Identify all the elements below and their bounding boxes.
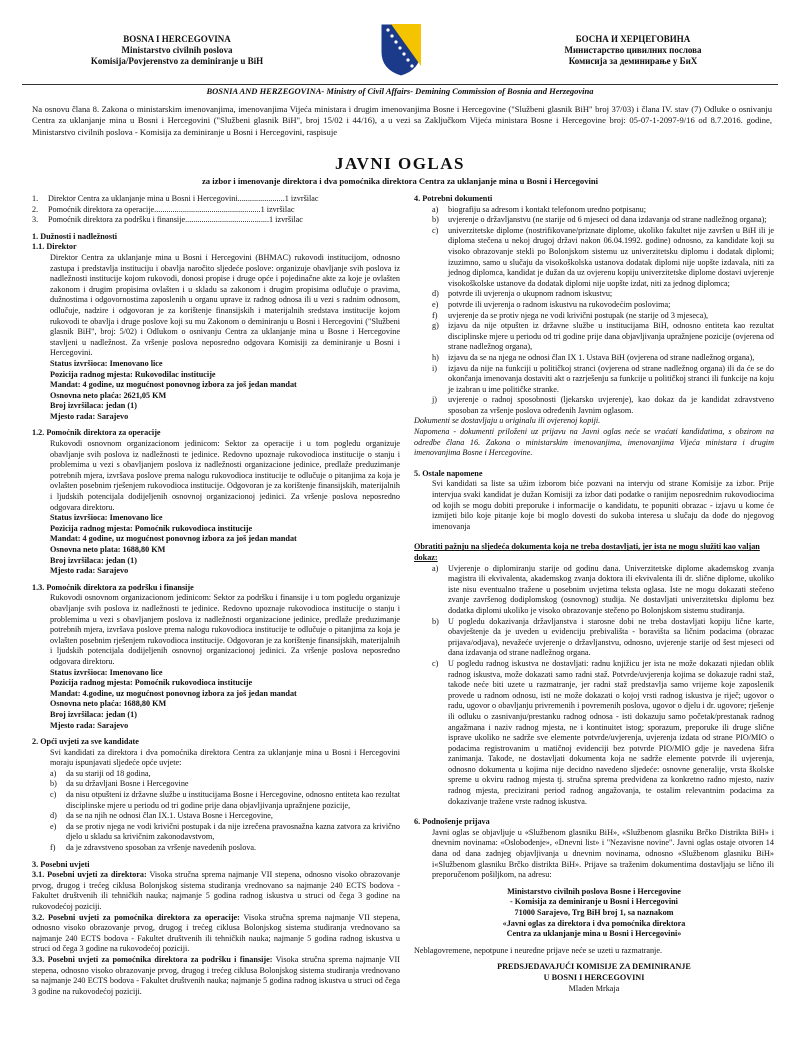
list-item: e) da se protiv njega ne vodi krivični postupak i da nije izrečena pravosnažna kazna zatvora za krivično djelo u skladu sa krivičnim zakonodavstvom, bbox=[50, 821, 400, 842]
list-item: d) potvrde ili uvjerenja o ukupnom radnom iskustvu; bbox=[432, 289, 613, 299]
paragraph: 3.1. Posebni uvjeti za direktora: Visoka stručna sprema najmanje VII stepena, odnosno visoko obrazovanje prvog, drugog i trećeg ciklusa Bolonjskog sistema studiranja vrednovano sa najmanje 240 ECTS bodova - Fakultet društvenih ili tehničkih nauka; najmanje 5 godina radnog iskustva u struci od čega 3 godine na rukovodećoj poziciji. bbox=[32, 870, 401, 911]
list-item: c) U pogledu radnog iskustva ne dostavljati: radnu knjižicu jer ista ne može dokazati njiedan oblik radnog iskustva, može dokazati samo radni staž. Potvrde/uvjerenja kojima se dokazuje radni staž, takođe neće biti uzete u razmatranje, jer radni staž predstavlja samo vrijeme koje zaposlenik provede u radnom odnosu, isti ne može dokazati o kojoj vrsti radnog iskustva je riječ; ugovor o radu, ugovor o obavljanju privremenih i povremenih poslova, ugovor o djelu i dr. ugovore; rješenje ili odluku o zasnivanju/prestanku radnog odnosa - isti dokazuju samo početak/prestanak radnog angažmana i naziv radnog mjesta, ne i kontinuitet istog; sporazum, preporuke ili druge slične isprave ukoliko ne sadrže sve elemente potvrde/uvjerenja, uvjerenja izdata od strane PIO/MIO o podacima registrovanim u matičnoj evidenciji bez potvrde PIO/MIO gdje je navedena šifra zanimanja. Takođe, ne dostavljati dokumenta koja ne sadrže elemente potvrde ili uvjerenja, odnosno dokumenta u kojima nije decidno navedeno sljedeće: osnovne generalije, vrsta školske spreme u okviru radnog mjesta tj. stručna sprema predviđena za konkretno radno mjesto, naziv radnog mjesta, precizirani period radnog angažovanja, te ostalim relevantnim podacima za dokazivanje tražene vrste radnog iskustva. bbox=[432, 658, 774, 806]
warning-list bbox=[414, 564, 774, 808]
section-heading: 4. Potrebni dokumenti bbox=[414, 194, 493, 203]
list-item: h) izjavu da se na njega ne odnosi član IX 1. Ustava BiH (ovjerena od strane nadležnog organa), bbox=[432, 352, 755, 362]
facts-list: Status izvršioca: Imenovano lice Pozicija radnog mjesta: Rukovodilac institucije Mandat: 4 godine, uz mogućnost ponovnog izbora za još jedan mandat Osnovna neto plaća: 2621,05 KM Broj izvršilaca: jedan (1) Mjesto rada: Sarajevo bbox=[50, 358, 297, 421]
list-item: b) U pogledu dokazivanja državljanstva i starosne dobi ne treba dostavljati kopiju lične karte, obavještenje da je uveden u evidenciju prebivališta - boravišta sa ličnim podacima (obrazac prijava/odjava), nevažeće uvjerenje o državljanstvu, odnosno, uvjerenje starije od šest mjeseci od dana izdavanja od strane nadležnog organa. bbox=[432, 616, 774, 658]
country-name-cyr: БОСНА И ХЕРЦЕГОВИНА bbox=[575, 34, 691, 44]
conditions-list bbox=[32, 769, 400, 854]
ministry-name: Ministarstvo civilnih poslova bbox=[121, 45, 233, 55]
list-item: d) da se na njih ne odnosi član IX.1. Ustava Bosne i Hercegovine, bbox=[50, 811, 273, 821]
country-name: BOSNA I HERCEGOVINA bbox=[123, 34, 231, 44]
paragraph: 3.3. Posebni uvjeti za pomoćnika direktora za podršku i finansije: Visoka stručna sprema najmanje VII stepena, odnosno visoko obrazovanje prvog, drugog i trećeg ciklusa Bolonjskog sistema studiranja vrednovano sa najmanje 240 ECTS bodova - Fakultet društvenih nauka; najmanje 5 godina radnog iskustva u struci od čega 3 godine na rukovodećoj poziciji. bbox=[32, 954, 400, 996]
paragraph: Svi kandidati za direktora i dva pomoćnika direktora Centra za uklanjanje mina u Bosni i Hercegovini moraju ispunjavati sljedeće opće uvjete: bbox=[50, 747, 400, 768]
commission-name: Komisija/Povjerenstvo za deminiranje u BiH bbox=[90, 56, 264, 66]
letterhead-english: BOSNIA AND HERZEGOVINA- Ministry of Civil Affairs- Demining Commission of Bosnia and Herzegovina bbox=[206, 86, 594, 96]
facts-list: Status izvršioca: Imenovano lice Pozicija radnog mjesta: Pomoćnik rukovodioca institucije Mandat: 4.godine, uz mogućnost ponovnog izbora za još jedan mandat Osnovna neto plaća: 1688,80 KM Broj izvršilaca: jedan (1) Mjesto rada: Sarajevo bbox=[50, 667, 297, 730]
list-item: b) da su državljani Bosne i Hercegovine bbox=[50, 779, 189, 789]
list-item: 1. Direktor Centra za uklanjanje mina u Bosni i Hercegovini.......................1 izvršilac bbox=[32, 194, 319, 203]
positions-list bbox=[32, 194, 400, 226]
paragraph: Rukovodi osnovnom organizacionom jedinicom: Sektor za operacije i u tom pogledu organizuje obavljanje svih poslova iz nadležnosti te jedinice. Redovno upoznaje rukovodioca institucije o stanju i problemima u vezi s obavljanjem poslova iz nadležnosti organizacione jedinice, predlaže preduzimanje potrebnih mjera, izvršava poslove prema nalogu rukovodioca institucije te odlučuje o pitanjima za koja je ovlašten posebnim rješenjem rukovodioca institucije. Odgovoran je za korištenje finansijskih, materijalnih i ljudskih potencijala dodijeljenih osnovnoj organizacionoj jedinici. Za vršenje poslova neposredno odgovara direktoru. bbox=[50, 439, 400, 512]
letterhead-latin bbox=[62, 34, 292, 67]
address-block: Ministarstvo civilnih poslova Bosne i Hercegovine - Komisija za deminiranje u Bosni i Hercegovini 71000 Sarajevo, Trg BiH broj 1, sa naznakom «Javni oglas za direktora i dva pomoćnika direktora Centra za uklanjanje mina u Bosni i Hercegovini» bbox=[502, 886, 686, 939]
paragraph: Svi kandidati sa liste sa užim izborom biće pozvani na intervju od strane Komisije za izbor. Prije intervjua svaki kandidat je dužan Komisiji za izbor dati podatke o ranijim neposrednim rukovodiocima od kojih se mogu dobiti preporuke i informacije o kandidatu, te popuniti obrazac - izjavu u kome će izmijeti bilo koje pitanje koje bi moglo dovesti do sukoba interesa u slučaju da dođe do njegovog imenovanja bbox=[432, 479, 774, 531]
note: Napomena - dokumenti priloženi uz prijavu na Javni oglas neće se vraćati kandidatima, s obzirom na odredbe člana 16. Zakona o ministarskim imenovanjima, imenovanjima Vijeća ministara i drugim imenovanjima Bosne i Hercegovine. bbox=[414, 427, 774, 458]
list-item: f) uvjerenje da se protiv njega ne vodi krivični postupak (ne starije od 3 mjeseca), bbox=[432, 310, 709, 320]
document-page bbox=[22, 8, 778, 1048]
paragraph: 3.2. Posebni uvjeti za pomoćnika direktora za operacije: Visoka stručna sprema najmanje VII stepena, odnosno visoko obrazovanje prvog, drugog i trećeg ciklusa Bolonjskog sistema studiranja vrednovano sa najmanje 240 ECTS bodova - Fakultet društvenih ili tehničkih nauka; najmanje 5 godina radnog iskustva u struci od čega 3 godine na rukovodećoj poziciji. bbox=[32, 912, 400, 954]
section-heading: 3. Posebni uvjeti bbox=[32, 859, 90, 869]
section-heading: 6. Podnošenje prijava bbox=[414, 817, 490, 827]
closing-note: Neblagovremene, nepotpune i neuredne prijave neće se uzeti u razmatranje. bbox=[414, 945, 663, 955]
list-item: i) izjavu da nije na funkciji u političkoj stranci (ovjerena od strane nadležnog organa) ili da će se do okončanja imenovanja dostaviti akt o razrješenju sa funkcije u političkoj stranci ili funkcije na koju je izabran u ime političke stranke. bbox=[432, 363, 774, 394]
right-column bbox=[414, 194, 774, 994]
section-heading: 5. Ostale napomene bbox=[414, 468, 483, 478]
list-item: 2. Pomoćnik direktora za operacije....................................................1 izvršilac bbox=[32, 204, 295, 214]
signatory-name: Mladen Mrkaja bbox=[568, 983, 620, 993]
section-heading: 1. Dužnosti i nadležnosti bbox=[32, 231, 118, 241]
intro-paragraph: Na osnovu člana 8. Zakona o ministarskim imenovanjima, imenovanjima Vijeća ministara i drugim imenovanjima Bosne i Hercegovine ("Službeni glasnik BiH" broj 37/03) i člana IV. stav (7) Odluke o osnivanju Centra za uklanjanje mina u Bosni i Hercegovini ("Službeni glasnik BiH", broj 15/02 i 44/16), a u vezi sa Zaključkom Vijeća ministara Bosne i Hercegovine broj: 05-07-1-2097-9/16 od 8.7.2016. godine, Ministarstvo civilnih poslova - Komisija za deminiranje u Bosni i Hercegovini, raspisuje bbox=[32, 104, 772, 137]
facts-list: Status izvršioca: Imenovano lice Pozicija radnog mjesta: Pomoćnik rukovodioca institucije Mandat: 4 godine, uz mogućnost ponovnog izbora za još jedan mandat Osnovna neto plata: 1688,80 KM Broj izvršilaca: jedan (1) Mjesto rada: Sarajevo bbox=[50, 513, 297, 576]
signature-block: PREDSJEDAVAJUĆI KOMISIJE ZA DEMINIRANJE U BOSNI I HERCEGOVINI Mladen Mrkaja bbox=[414, 962, 774, 994]
list-item: j) uvjerenje o radnoj sposobnosti (ljekarsko uvjerenje), kao dokaz da je kandidat zdravstveno sposoban za vršenje poslova određenih Javnim oglasom. bbox=[432, 395, 774, 415]
note: Dokumenti se dostavljaju u originalu ili ovjerenoj kopiji. bbox=[414, 416, 601, 426]
ministry-name-cyr: Министарство цивилних послова bbox=[564, 45, 702, 55]
list-item: e) potvrde ili uvjerenja o radnom iskustvu na rukovodećim poslovima; bbox=[432, 299, 671, 309]
paragraph: Direktor Centra za uklanjanje mina u Bosni i Hercegovini (BHMAC) rukovodi institucijom, odnosno zastupa i predstavlja instituciju i obavlja naročito sljedeće poslove: organizuje obavljanje svih poslova iz nadležnosti institucije kojom rukovodi, donosi propise i druge opće i pojedinačne akte za koje je ovlašten zakonom i drugim propisima ovlašten i u skladu sa zakonom i drugim propisima odlučuje o pravima, dužnostima i odgovornostima zaposlenih u organu upravе iz radnog odnosa ili u vezi s radnim odnosom, odlučuje, nadzire i odgovoran je za korištenje finansijskih i materijalnih sredstava institucije kojom rukovodi te obavlja i druge poslove koji su mu Zakonom o deminiranju u Bosni i Hercegovini ("Službeni glasnik BiH", broj: 5/02) i Odlukom o osnivanju Centra za uklanjanje mina u Bosne i Hercegovine stavljeni u nadležnost. Za vršenje poslova neposredno odgovara Komisiji za deminiranje u Bosni i Hercegovini. bbox=[50, 252, 400, 358]
commission-name-cyr: Комисија за деминирање у БиХ bbox=[568, 56, 698, 66]
coat-of-arms-icon bbox=[379, 22, 423, 78]
list-item: c) da nisu otpušteni iz državne službe u institucijama Bosne i Hercegovine, odnosno entiteta kao rezultat disciplinske mjere u periodu od tri godine prije dana objavljivanja upražnjene pozicije, bbox=[50, 790, 401, 810]
letterhead-cyrillic bbox=[508, 34, 758, 67]
list-item: g) izjavu da nije otpušten iz državne službe u institucijama BiH, odnosno entiteta kao rezultat disciplinske mjere u periodu od tri godine prije dana objavljivanja upražnjene pozicije (ovjerena od strane nadležnog organa), bbox=[432, 321, 774, 352]
subsection-heading: 1.2. Pomoćnik direktora za operacije bbox=[32, 428, 161, 438]
warning-heading: Obratiti pažnju na sljedeća dokumenta koja ne treba dostavljati, jer ista ne mogu služiti kao valjan dokaz: bbox=[414, 542, 760, 562]
list-item: a) Uvjerenje o diplomiranju starije od godinu dana. Univerzitetske diplome akademskog zvanja magistra ili ekvivalenta, akademskog zvanja doktora ili ekvivalenta ili dr. slične diplome, ukoliko iste nisu eventualno tražene u posebnim uvjetima teksta oglasa. Iste ne mogu dokazati stečeno zvanje završenog dodiplomskog (osnovnog) studija. Ne dostavljati univerzitetsku diplomu bez dodatka diplomi ukoliko je visoko obrazovanje stečeno po Bolonjskom sistemu studiranja. bbox=[432, 563, 774, 615]
list-item: 3. Pomoćnik direktora za podršku i finansije.........................................1 izvršilac bbox=[32, 215, 303, 225]
documents-list bbox=[414, 205, 774, 417]
page-subtitle: za izbor i imenovanje direktora i dva pomoćnika direktora Centra za uklanjanje mina u Bosni i Hercegovini bbox=[201, 176, 599, 186]
page-title: JAVNI OGLAS bbox=[334, 154, 466, 173]
list-item: c) univerzitetske diplome (nostrifikovane/priznate diplome, ukoliko fakultet nije završen u BiH ili je diploma stečena u nekoj drugoj državi nakon 06.04.1992. godine) odnosno, za kandidate koji su visoko obrazovanje stekli po Bolonjskom sistemu uz univerzitetsku diplomu i dodatak diplomi; izuzimno, samo u slučaju da visokoškolska ustanova dodatak diplomi nije uopšte izdavala, niti za jednog diplomca, kandidat je dužan da uz ovjerenu kopiju univerzitetske diplome dostavi uvjerenje visokoškolske ustanove da dodatak diplomi nije uopšte izdat, niti za jednog diplomca; bbox=[432, 225, 774, 288]
list-item: a) da su stariji od 18 godina, bbox=[50, 768, 151, 778]
section-heading: 2. Opći uvjeti za sve kandidate bbox=[32, 737, 139, 747]
list-item: b) uvjerenje o državljanstvu (ne starije od 6 mjeseci od dana izdavanja od strane nadležnog organa); bbox=[432, 215, 767, 225]
subsection-heading: 1.1. Direktor bbox=[32, 242, 77, 252]
list-item: a) biografiju sa adresom i kontakt telefonom uredno potpisanu; bbox=[432, 204, 647, 214]
subsection-heading: 1.3. Pomoćnik direktora za podršku i finansije bbox=[32, 582, 194, 592]
paragraph: Javni oglas se objavljuje u «Službenom glasniku BiH», «Službenom glasniku Brčko Distrikta BiH» i dnevnim novinama: «Oslobođenje», «Dnevni list» i "Nezavisne novine". Javni oglas ostaje otvoren 14 dana od dana zadnjeg objavljivanja u dnevnim novinama, odnosno «Službenom glasniku BiH» i«Službenom glasniku Brčko distrikta BiH». Prijave sa traženim dokumentima dostavljaju se lično ili preporučenom pošiljkom, na adresu: bbox=[432, 827, 774, 880]
letterhead-divider bbox=[22, 84, 778, 85]
list-item: f) da je zdravstveno sposoban za vršenje navedenih poslova. bbox=[50, 843, 257, 853]
left-column bbox=[32, 194, 400, 997]
letterhead bbox=[22, 8, 778, 96]
paragraph: Rukovodi osnovnom organizacionom jedinicom: Sektor za podršku i finansije i u tom pogledu organizuje obavljanje svih poslova iz nadležnosti te jedinice. Redovno upoznaje rukovodioca institucije o stanju i problemima u vezi s obavljanjem poslova iz nadležnosti organizacione jedinice, predlaže preduzimanje potrebnih mjera, izvršava poslove prema nalogu rukovodioca institucije te odlučuje o pitanjima za koja je ovlašten posebnim rješenjem rukovodioca institucije. Odgovoran je za korištenje finansijskih, materijalnih i ljudskih potencijala dodijeljenih osnovnoj organizacionoj jedinici. Za vršenje poslova neposredno odgovara direktoru. bbox=[50, 593, 400, 666]
